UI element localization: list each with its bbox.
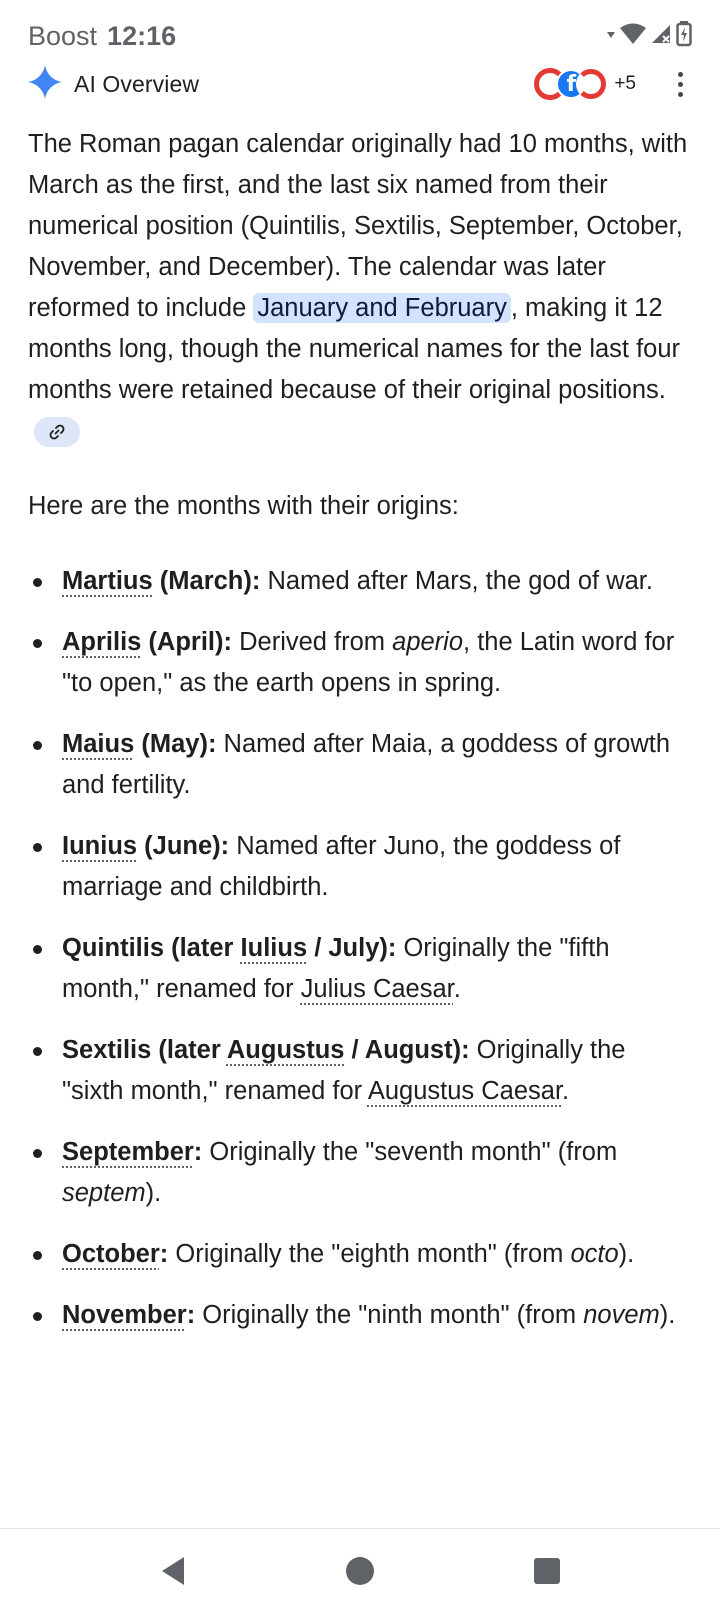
item-desc: Derived from bbox=[232, 628, 393, 656]
list-item bbox=[28, 724, 692, 806]
term-link[interactable]: Maius bbox=[62, 730, 135, 758]
entity-link[interactable]: Augustus Caesar bbox=[367, 1077, 563, 1105]
status-icons bbox=[606, 21, 692, 52]
latin-word: septem bbox=[62, 1179, 146, 1207]
list-item bbox=[28, 1132, 692, 1214]
term-paren: : bbox=[159, 1240, 169, 1268]
source-favicons[interactable] bbox=[534, 68, 668, 100]
item-desc-end: ). bbox=[618, 1240, 635, 1268]
ai-overview-header bbox=[0, 60, 720, 108]
item-desc-end: ). bbox=[145, 1179, 162, 1207]
term-paren: (April): bbox=[141, 628, 233, 656]
source-d-icon[interactable] bbox=[576, 69, 606, 99]
list-item bbox=[28, 826, 692, 908]
item-desc: Named after Juno, the goddess of marriage and childbirth. bbox=[62, 832, 621, 901]
more-vert-icon[interactable] bbox=[668, 68, 692, 100]
latin-word: octo bbox=[570, 1240, 619, 1268]
term-paren: : bbox=[193, 1138, 203, 1166]
term-paren: : bbox=[186, 1301, 196, 1329]
term-link[interactable]: November bbox=[62, 1301, 187, 1329]
term-suffix: / August): bbox=[344, 1036, 470, 1064]
latin-word: aperio bbox=[392, 628, 464, 656]
term-link[interactable]: Iunius bbox=[62, 832, 138, 860]
ai-overview-title: AI Overview bbox=[74, 70, 200, 97]
item-desc-end: . bbox=[562, 1077, 570, 1105]
overview-text: The Roman pagan calendar originally had 10 months, with March as the first, and the last six named from their numerical position (Quintilis, Sextilis, September, October, November, and December). The calendar was later reformed to include bbox=[28, 130, 688, 322]
status-left bbox=[28, 21, 176, 52]
overview-content bbox=[28, 124, 692, 1356]
wifi-icon bbox=[620, 23, 646, 50]
carrier-label: Boost bbox=[28, 20, 98, 51]
list-item bbox=[28, 561, 692, 602]
term-link[interactable]: Augustus bbox=[226, 1036, 345, 1064]
home-icon[interactable] bbox=[340, 1551, 380, 1591]
gemini-sparkle-icon bbox=[28, 65, 62, 104]
back-icon[interactable] bbox=[153, 1551, 193, 1591]
link-icon[interactable] bbox=[34, 417, 80, 447]
term-link[interactable]: Martius bbox=[62, 567, 153, 595]
term-paren: (May): bbox=[134, 730, 217, 758]
cell-signal-icon bbox=[650, 23, 672, 50]
data-arrow-icon bbox=[606, 27, 616, 45]
facebook-icon[interactable]: f bbox=[556, 69, 586, 99]
list-item bbox=[28, 928, 692, 1010]
list-item bbox=[28, 1295, 692, 1336]
battery-icon bbox=[676, 21, 692, 52]
months-list bbox=[28, 561, 692, 1336]
item-desc: Originally the "sixth month," renamed for bbox=[62, 1036, 626, 1105]
system-nav-bar bbox=[0, 1528, 720, 1612]
list-item bbox=[28, 622, 692, 704]
entity-link[interactable]: Julius Caesar bbox=[300, 975, 454, 1003]
item-desc: Named after Mars, the god of war. bbox=[260, 567, 653, 595]
term-prefix: Sextilis (later bbox=[62, 1036, 227, 1064]
item-desc: Originally the "fifth month," renamed for bbox=[62, 934, 610, 1003]
more-sources-count[interactable]: +5 bbox=[614, 73, 636, 94]
item-desc: Named after Maia, a goddess of growth and fertility. bbox=[62, 730, 671, 799]
recents-icon[interactable] bbox=[527, 1551, 567, 1591]
item-desc: Originally the "seventh month" (from bbox=[202, 1138, 618, 1166]
term-suffix: / July): bbox=[307, 934, 397, 962]
latin-word: novem bbox=[583, 1301, 660, 1329]
item-desc: Originally the "ninth month" (from bbox=[195, 1301, 584, 1329]
term-link[interactable]: Iulius bbox=[240, 934, 308, 962]
term-link[interactable]: October bbox=[62, 1240, 160, 1268]
overview-paragraph bbox=[28, 124, 692, 452]
list-item bbox=[28, 1030, 692, 1112]
item-desc-end: . bbox=[453, 975, 461, 1003]
intro-text: Here are the months with their origins: bbox=[28, 492, 459, 520]
item-desc-end: ). bbox=[659, 1301, 676, 1329]
list-item bbox=[28, 1234, 692, 1275]
overview-text-end: , making it 12 months long, though the numerical names for the last four months were retained because of their original positions. bbox=[28, 294, 681, 404]
highlighted-phrase[interactable]: January and February bbox=[253, 293, 510, 323]
term-link[interactable]: September bbox=[62, 1138, 194, 1166]
clock: 12:16 bbox=[107, 20, 177, 51]
item-desc: Originally the "eighth month" (from bbox=[168, 1240, 571, 1268]
term-paren: (March): bbox=[152, 567, 261, 595]
term-paren: (June): bbox=[137, 832, 230, 860]
item-desc-end: , the Latin word for "to open," as the earth opens in spring. bbox=[62, 628, 675, 697]
status-bar bbox=[0, 0, 720, 64]
term-prefix: Quintilis (later bbox=[62, 934, 241, 962]
term-link[interactable]: Aprilis bbox=[62, 628, 142, 656]
